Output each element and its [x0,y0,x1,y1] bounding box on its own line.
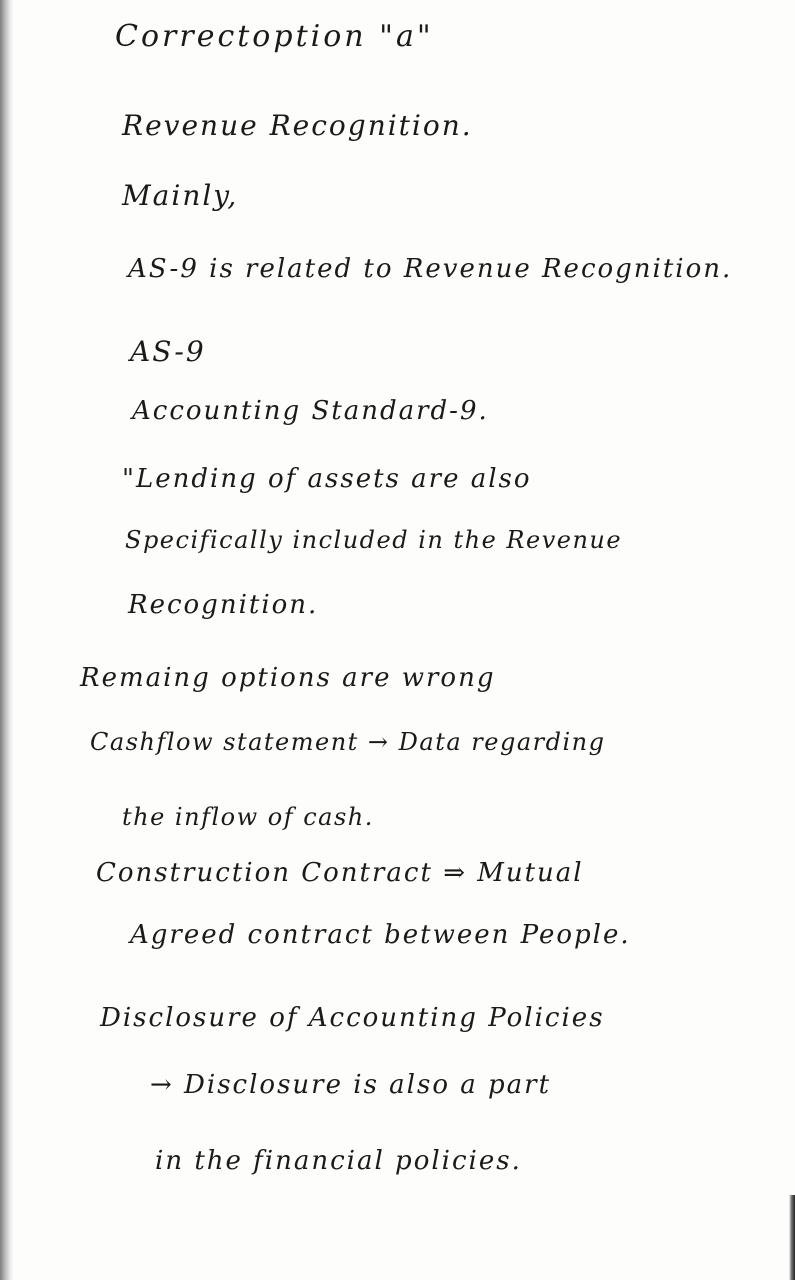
text-line: Mainly, [122,179,239,212]
text-line: Agreed contract between People. [130,920,631,950]
text-line: Cashflow statement → Data regarding [90,728,606,756]
page-edge-shadow [789,1195,795,1280]
text-line: Disclosure of Accounting Policies [100,1003,605,1033]
text-line: Construction Contract ⇒ Mutual [96,858,584,888]
text-line: Recognition. [128,590,319,620]
text-line: AS-9 is related to Revenue Recognition. [128,254,733,284]
text-line: "Lending of assets are also [122,464,532,494]
topic-line: Revenue Recognition. [122,109,473,142]
text-line: the inflow of cash. [122,803,374,831]
binding-shadow [0,0,14,1280]
text-line: → Disclosure is also a part [150,1070,552,1100]
text-line: Remaing options are wrong [80,663,496,693]
text-line: in the financial policies. [155,1146,522,1176]
text-line: Accounting Standard-9. [132,396,489,426]
answer-line: Correctoption "a" [115,19,434,54]
text-line: AS-9 [130,335,206,368]
text-line: Specifically included in the Revenue [125,526,623,554]
